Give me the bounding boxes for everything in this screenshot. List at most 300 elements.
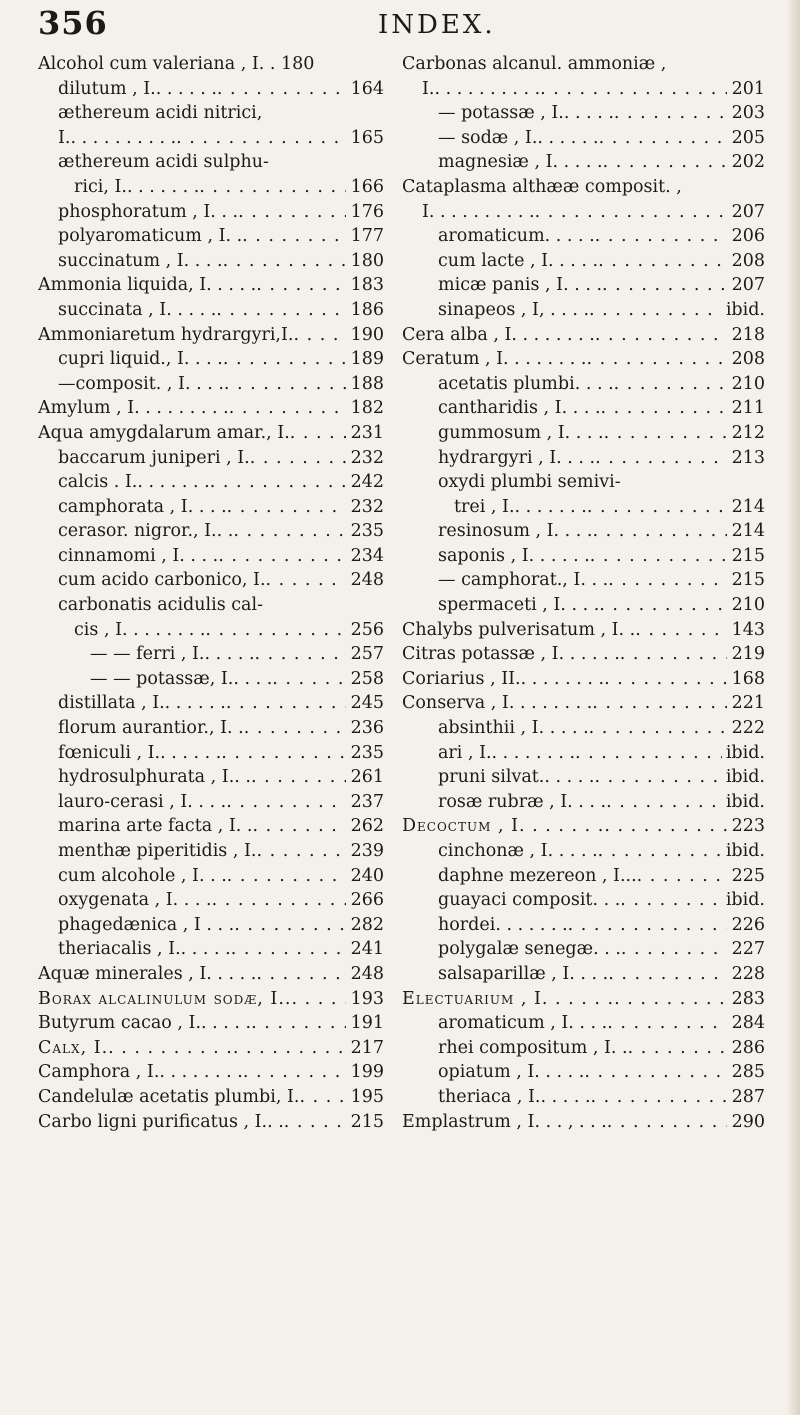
leader-dots [604,669,727,689]
index-entry [402,79,765,104]
leader-dots [614,989,727,1009]
leader-dots [216,300,346,320]
leader-dots [223,251,346,271]
index-entry-page: 210 [731,595,765,616]
index-entry-label: æthereum acidi sulphu- [58,152,269,173]
index-entry-label: daphne mezereon , I... [438,865,637,886]
index-entry [38,841,384,866]
index-entry [402,349,765,374]
index-entry-page: 215 [350,1111,384,1132]
index-entry-label: succinatum , I. . . . [58,250,223,271]
index-entry-label: rosæ rubræ , I. . . . [438,791,607,812]
index-entry-label: Ceratum , I. . . . . . . . [402,349,587,370]
index-entry-page: 282 [350,914,384,935]
leader-dots [234,915,346,935]
index-entry [402,570,765,595]
leader-dots [620,644,727,664]
index-entry [402,718,765,743]
index-entry-label: — camphorat., I. . . [438,570,609,591]
index-entry-page: 215 [731,545,765,566]
index-entry [402,398,765,423]
index-entry [402,472,765,497]
index-entry-page: 203 [731,103,765,124]
index-entry-label: I.. . . . . . . . . . [58,127,177,148]
index-entry [38,939,384,964]
index-entry-label: hydrosulphurata , I.. . [58,767,251,788]
index-entry-label: aromaticum. . . . . [438,226,595,247]
index-entry [38,595,384,620]
index-entry-page: ibid. [725,742,765,763]
index-entry [402,521,765,546]
index-entry-label: aromaticum , I. . . . [438,1013,608,1034]
index-entry-page: ibid. [725,841,765,861]
index-entry-page: 166 [350,176,384,197]
leader-dots [266,570,346,590]
index-entry-page: 176 [350,201,384,222]
leader-dots [604,423,727,443]
index-entry-label: Calx, I.. . . . . . . . . . [38,1037,233,1058]
leader-dots [621,939,727,959]
index-entry [402,816,765,841]
index-entry-page: 236 [350,718,384,739]
index-entry-page: 241 [350,939,384,960]
leader-dots [603,152,727,172]
index-entry [38,448,384,473]
leader-dots [227,866,346,886]
index-entry [38,398,384,423]
leader-dots [272,669,346,689]
index-entry-label: cantharidis , I. . . . [438,398,601,419]
index-entry-page: 223 [731,816,765,837]
leader-dots [599,128,727,148]
leader-dots [590,546,727,566]
index-entry [402,693,765,718]
index-entry-label: salsaparillæ , I. . . . [438,963,609,984]
index-entry-page: 266 [350,890,384,911]
index-entry-label: micæ panis , I. . . . [438,275,603,296]
index-entry [402,792,765,817]
index-entry [402,152,765,177]
index-entry-label: Aquæ minerales , I. . . . . [38,963,257,984]
index-entry [38,1062,384,1087]
index-entry-page: 210 [731,373,765,394]
index-entry-label: acetatis plumbi. . . . [438,373,614,394]
index-entry-page: 189 [350,349,384,370]
index-entry-label: Decoctum , I. . . . . . . [402,816,605,837]
index-entry-label: polyaromaticum , I. . [58,226,243,247]
index-entry-page: 235 [350,521,384,542]
index-entry [38,103,384,128]
index-entry [38,128,384,153]
index-entry-label: cum alcohole , I. . . [58,865,227,886]
index-entry-label: Coriarius , II.. . . . . . . . [402,668,605,689]
index-entry-page: 284 [731,1013,765,1034]
index-entry-page: 201 [731,78,765,99]
index-entry-page: 245 [350,693,384,714]
leader-dots [293,325,346,345]
index-entry [38,79,384,104]
index-entry [402,103,765,128]
index-entry-page: 228 [731,963,765,984]
leader-dots [224,374,346,394]
index-entry [402,226,765,251]
index-entry-page: 208 [731,250,765,271]
index-entry-label: distillata , I.. . . . . . [58,693,226,714]
index-entry-label: phagedænica , I . . . [58,914,235,935]
index-entry [38,226,384,251]
leader-dots [226,693,346,713]
index-entry [38,718,384,743]
index-entry [38,620,384,645]
index-entry [402,743,765,768]
index-entry [402,251,765,276]
index-entry-page: 239 [350,841,384,861]
index-entry [38,497,384,522]
index-entry-page: 258 [350,668,384,689]
leader-dots [199,177,346,197]
index-entry-page: 222 [731,718,765,739]
index-entry [38,423,384,448]
index-entry [38,989,384,1014]
index-entry-page: 207 [731,275,765,296]
index-entry [402,497,765,522]
running-head: INDEX. [378,10,496,40]
leader-dots [607,1112,727,1132]
index-entry [402,915,765,940]
leader-dots [227,497,346,517]
index-entry-page: 219 [731,644,765,665]
leader-dots [223,349,346,369]
index-entry [402,128,765,153]
index-entry [402,644,765,669]
index-entry-label: cum acido carbonico, I. [58,570,266,591]
index-entry-page: 257 [350,644,384,665]
index-entry-label: lauro-cerasi , I. . . . [58,791,227,812]
index-entry-label: resinosum , I. . . . [438,521,593,542]
leader-dots [589,300,722,320]
index-entry-label: — potassæ , I.. . . . . [438,103,614,124]
index-entry [38,300,384,325]
index-entry-page: 226 [731,914,765,935]
index-entry-page: 287 [731,1086,765,1107]
index-entry-label: rhei compositum , I. . [438,1037,628,1058]
index-entry [402,866,765,891]
index-entry-page: ibid. [725,767,765,788]
leader-dots [233,1038,346,1058]
leader-dots [602,275,727,295]
index-entry-page: 191 [350,1013,384,1034]
leader-dots [594,767,721,787]
leader-dots [205,620,346,640]
leader-dots [606,792,722,812]
index-entry-page: 215 [731,570,765,591]
index-entry [38,743,384,768]
index-entry-page: 235 [350,742,384,763]
leader-dots [251,1013,346,1033]
index-entry-label: Alcohol cum valeriana , I. . 180 [38,54,315,74]
index-entry-label: camphorata , I. . . . [58,496,227,517]
index-entry-label: Cataplasma althææ composit. , [402,176,682,197]
index-entry-page: 218 [731,324,765,345]
index-entry [402,669,765,694]
index-entry-label: baccarum juniperi , I. [58,447,250,468]
index-entry-label: menthæ piperitidis , I. [58,841,257,861]
leader-dots [614,103,727,123]
index-entry [38,816,384,841]
index-entry-label: Emplastrum , I. . . , . . . [402,1111,607,1132]
leader-dots [584,1062,727,1082]
leader-dots [598,841,722,861]
index-entry-page: 256 [350,619,384,640]
index-entry-page: ibid. [725,890,765,911]
index-entry-page: 248 [350,570,384,591]
leader-dots [176,128,346,148]
index-entry-page: 208 [731,349,765,370]
leader-dots [535,202,727,222]
index-entry [38,866,384,891]
index-entry [38,767,384,792]
leader-dots [218,546,346,566]
leader-dots [212,890,346,910]
index-entry-label: Ammonia liquida, I. . . . . [38,275,257,296]
index-entry-label: marina arte facta , I. . [58,816,253,837]
index-entry [402,989,765,1014]
leader-dots [608,964,727,984]
leader-dots [291,989,346,1009]
index-entry-page: 248 [350,963,384,984]
index-entry [38,325,384,350]
index-entry-label: pruni silvat.. . . . . [438,767,595,788]
index-entry-label: — sodæ , I.. . . . . . [438,127,599,148]
index-entry-page: 207 [731,201,765,222]
index-entry [402,374,765,399]
index-column-right [402,54,765,1136]
leader-dots [252,816,346,836]
index-entry-page: 214 [731,521,765,542]
index-entry [38,669,384,694]
page-edge-shadow [786,0,800,1415]
index-entry-label: Carbonas alcanul. ammoniæ , [402,54,667,74]
index-entry-page: 206 [731,226,765,247]
index-entry [402,1038,765,1063]
index-entry-page: 211 [731,398,765,419]
leader-dots [226,792,346,812]
index-entry-label: fœniculi , I.. . . . . . [58,742,222,763]
index-entry-label: rici, I.. . . . . . . [74,176,200,197]
index-entry-page: 286 [731,1037,765,1058]
leader-dots [299,1087,346,1107]
leader-dots [587,497,727,517]
index-entry-page: 212 [731,422,765,443]
leader-dots [256,841,346,861]
index-entry-label: Ammoniaretum hydrargyri,I. [38,324,294,345]
leader-dots [604,816,727,836]
index-entry [402,841,765,866]
index-entry-label: florum aurantior., I. . [58,718,244,739]
index-entry [38,251,384,276]
leader-dots [599,595,727,615]
index-entry-label: oxygenata , I. . . . [58,890,212,911]
index-entry-page: 217 [350,1037,384,1058]
index-entry-label: Carbo ligni purificatus , I.. . [38,1111,284,1132]
index-entry-label: æthereum acidi nitrici, [58,103,263,124]
index-entry-label: phosphoratum , I. . . [58,201,239,222]
leader-dots [243,1062,346,1082]
index-entry-page: 193 [350,988,384,1009]
index-entry-page: 190 [350,324,384,345]
leader-dots [608,570,727,590]
index-entry [402,1062,765,1087]
index-entry-label: cupri liquid., I. . . . [58,349,223,370]
index-entry [38,472,384,497]
leader-dots [217,79,346,99]
index-entry-page: 165 [350,127,384,148]
index-entry [402,546,765,571]
index-entry [38,570,384,595]
leader-dots [229,398,346,418]
index-entry [38,177,384,202]
page-header [38,4,758,44]
leader-dots [284,1112,346,1132]
index-entry-label: Camphora , I.. . . . . . . . [38,1062,243,1083]
index-entry-label: Citras potassæ , I. . . . . . [402,644,620,665]
index-entry-label: cis , I. . . . . . . . [74,619,206,640]
index-entry [402,1013,765,1038]
index-entry-label: opiatum , I. . . . . [438,1062,585,1083]
leader-dots [290,423,346,443]
index-entry-page: 240 [350,865,384,886]
leader-dots [256,964,346,984]
index-entry [38,374,384,399]
index-entry-label: Electuarium , I. . . . . . [402,988,615,1009]
index-entry-label: cum lacte , I. . . . . [438,250,599,271]
index-entry [38,54,384,79]
index-entry-page: 177 [350,226,384,247]
index-entry-page: 205 [731,127,765,148]
index-entry-label: Butyrum cacao , I.. . . . . [38,1013,252,1034]
leader-dots [635,620,727,640]
index-entry-label: theriacalis , I.. . . . . [58,939,231,960]
index-entry [38,1013,384,1038]
index-entry [38,693,384,718]
leader-dots [595,325,727,345]
index-entry-page: 199 [350,1062,384,1083]
index-entry-label: saponis , I. . . . . . [438,545,590,566]
index-entry [38,1038,384,1063]
leader-dots [620,890,722,910]
index-entry-label: Cera alba , I. . . . . . . . [402,324,595,345]
index-entry [402,54,765,79]
index-entry-page: 188 [350,373,384,394]
index-entry [402,300,765,325]
index-entry-label: Conserva , I. . . . . . . . [402,693,593,714]
leader-dots [593,521,728,541]
index-entry-label: polygalæ senegæ. . . [438,939,621,960]
index-entry-label: Amylum , I. . . . . . . . . [38,398,229,419]
leader-dots [595,226,727,246]
leader-dots [233,521,346,541]
index-entry-page: ibid. [725,791,765,812]
leader-dots [540,79,727,99]
index-entry [402,275,765,300]
index-entry-page: 168 [731,668,765,689]
index-entry [38,915,384,940]
index-entry-label: Chalybs pulverisatum , I. . [402,619,636,640]
index-entry-page: 232 [350,496,384,517]
index-entry-page: 232 [350,447,384,468]
leader-dots [598,251,727,271]
index-entry-label: theriaca , I.. . . . . [438,1086,591,1107]
leader-dots [614,374,727,394]
index-entry-label: —composit. , I. . . . [58,373,224,394]
index-entry-label: absinthii , I. . . . . [438,718,589,739]
index-entry [38,521,384,546]
index-entry [38,644,384,669]
index-entry-page: 290 [731,1111,765,1132]
leader-dots [250,448,346,468]
index-entry [402,448,765,473]
index-entry-label: succinata , I. . . . . [58,299,217,320]
index-entry-page: 261 [350,767,384,788]
leader-dots [587,349,728,369]
index-entry-page: 225 [731,865,765,886]
index-entry [402,1112,765,1137]
index-entry-label: magnesiæ , I. . . . . [438,152,603,173]
index-entry-page: 221 [731,693,765,714]
index-entry [38,792,384,817]
leader-dots [210,472,346,492]
index-entry-label: trei , I.. . . . . . . [454,496,587,517]
index-entry-page: 164 [350,78,384,99]
leader-dots [256,275,346,295]
index-entry-label: ari , I.. . . . . . . . [438,742,576,763]
index-entry-label: dilutum , I.. . . . . . [58,78,217,99]
index-entry [402,595,765,620]
index-entry [38,964,384,989]
index-entry-label: sinapeos , I, . . . . [438,299,590,320]
index-entry-page: 182 [350,398,384,419]
index-entry-label: Candelulæ acetatis plumbi, I. [38,1086,300,1107]
index-entry-label: spermaceti , I. . . . [438,595,600,616]
index-entry-label: Borax alcalinulum sodæ, I.. [38,988,292,1009]
index-entry [402,890,765,915]
index-entry-page: 237 [350,791,384,812]
leader-dots [575,743,722,763]
index-entry-page: ibid. [725,299,765,320]
index-entry [38,546,384,571]
index-entry [38,1112,384,1137]
index-entry-page: 283 [731,988,765,1009]
leader-dots [601,398,727,418]
index-entry [38,1087,384,1112]
leader-dots [242,226,346,246]
index-entry [402,620,765,645]
index-entry-label: Aqua amygdalarum amar., I. [38,422,290,443]
index-entry-page: 214 [731,496,765,517]
index-entry-label: guayaci composit. . . [438,890,621,911]
index-entry [402,939,765,964]
leader-dots [231,939,346,959]
leader-dots [238,202,346,222]
index-entry-label: — — potassæ, I.. . . . [90,668,273,689]
index-entry-label: I. . . . . . . . . . [422,201,535,222]
leader-dots [595,448,727,468]
index-entry [38,890,384,915]
index-entry [38,152,384,177]
index-entry-label: cinchonæ , I. . . . . [438,841,598,861]
index-entry [402,202,765,227]
index-entry-label: gummosum , I. . . . [438,422,604,443]
